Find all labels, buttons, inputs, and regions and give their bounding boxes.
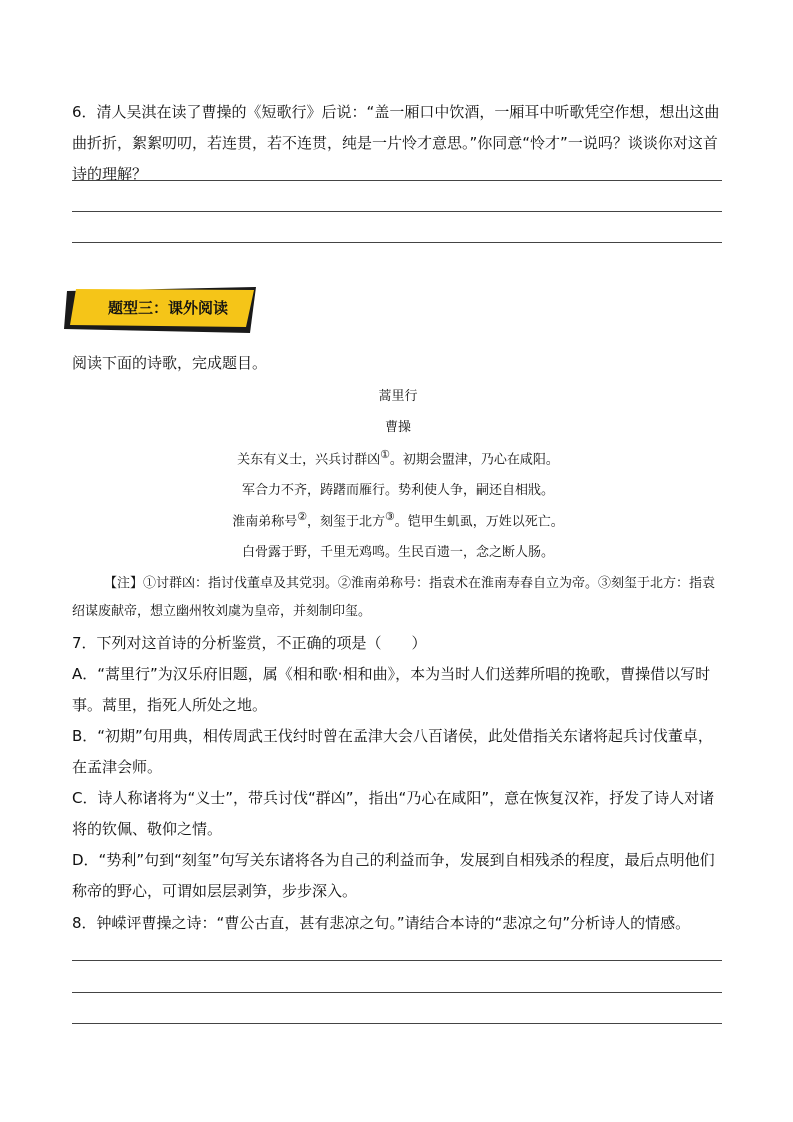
reading-instruction: 阅读下面的诗歌，完成题目。 (72, 354, 268, 372)
question-7-option-c[interactable]: C．诗人称诸将为“义士”，带兵讨伐“群凶”，指出“乃心在咸阳”，意在恢复汉祚，抒发了诗人对诸将的钦佩、敬仰之情。 (72, 789, 715, 838)
poem-line-4: 白骨露于野，千里无鸡鸣。生民百遗一，念之断人肠。 (241, 545, 554, 560)
poem-line-3-end: 。铠甲生虮虱，万姓以死亡。 (394, 514, 564, 530)
poem-line-3-text: 淮南弟称号 (232, 514, 298, 530)
poem-author: 曹操 (384, 420, 411, 435)
poem-line-1 (72, 448, 724, 467)
answer-line-q6-1[interactable] (72, 180, 722, 181)
poem-title: 蒿里行 (378, 389, 418, 404)
question-8: 8．钟嵘评曹操之诗：“曹公古直，甚有悲凉之句。”请结合本诗的“悲凉之句”分析诗人的情感。 (72, 914, 691, 932)
poem-line-1-rest: 。初期会盟津，乃心在咸阳。 (389, 452, 559, 468)
footnote-marker-3: ③ (385, 510, 395, 523)
section-title: 题型三：课外阅读 (108, 299, 229, 317)
answer-line-q6-3[interactable] (72, 242, 722, 243)
footnote-marker-2: ② (297, 510, 307, 523)
poem-line-3-mid: ，刻玺于北方 (306, 514, 385, 530)
answer-line-q8-3[interactable] (72, 1023, 722, 1024)
poem-line-3 (72, 510, 724, 529)
footnote-marker-1: ① (380, 448, 390, 461)
question-7-stem: 7．下列对这首诗的分析鉴赏，不正确的项是（ ） (72, 634, 427, 652)
answer-line-q8-1[interactable] (72, 960, 722, 961)
question-7-option-d[interactable]: D．“势利”句到“刻玺”句写关东诸将各为自己的利益而争，发展到自相残杀的程度，最后点明他们称帝的野心，可谓如层层剥笋，步步深入。 (72, 851, 715, 900)
poem-line-2: 军合力不齐，踌躇而雁行。势利使人争，嗣还自相戕。 (241, 483, 554, 498)
answer-line-q6-2[interactable] (72, 211, 722, 212)
question-7-option-b[interactable]: B．“初期”句用典，相传周武王伐纣时曾在孟津大会八百诸侯，此处借指关东诸将起兵讨伐董卓，在孟津会师。 (72, 727, 713, 776)
poem-footnotes: 【注】①讨群凶：指讨伐董卓及其党羽。②淮南弟称号：指袁术在淮南寿春自立为帝。③刻玺于北方：指袁绍谋废献帝，想立幽州牧刘虞为皇帝，并刻制印玺。 (72, 576, 716, 619)
poem-line-1-text: 关东有义士，兴兵讨群凶 (237, 452, 381, 468)
question-6: 6．清人吴淇在读了曹操的《短歌行》后说：“盖一厢口中饮酒，一厢耳中听歌凭空作想，想出这曲曲折折，絮絮叨叨，若连贯，若不连贯，纯是一片怜才意思。”你同意“怜才”一说吗？谈谈你对这首诗的理解？ (72, 103, 720, 183)
answer-line-q8-2[interactable] (72, 992, 722, 993)
question-7-option-a[interactable]: A．“蒿里行”为汉乐府旧题，属《相和歌·相和曲》，本为当时人们送葬所唱的挽歌，曹操借以写时事。蒿里，指死人所处之地。 (72, 665, 711, 714)
